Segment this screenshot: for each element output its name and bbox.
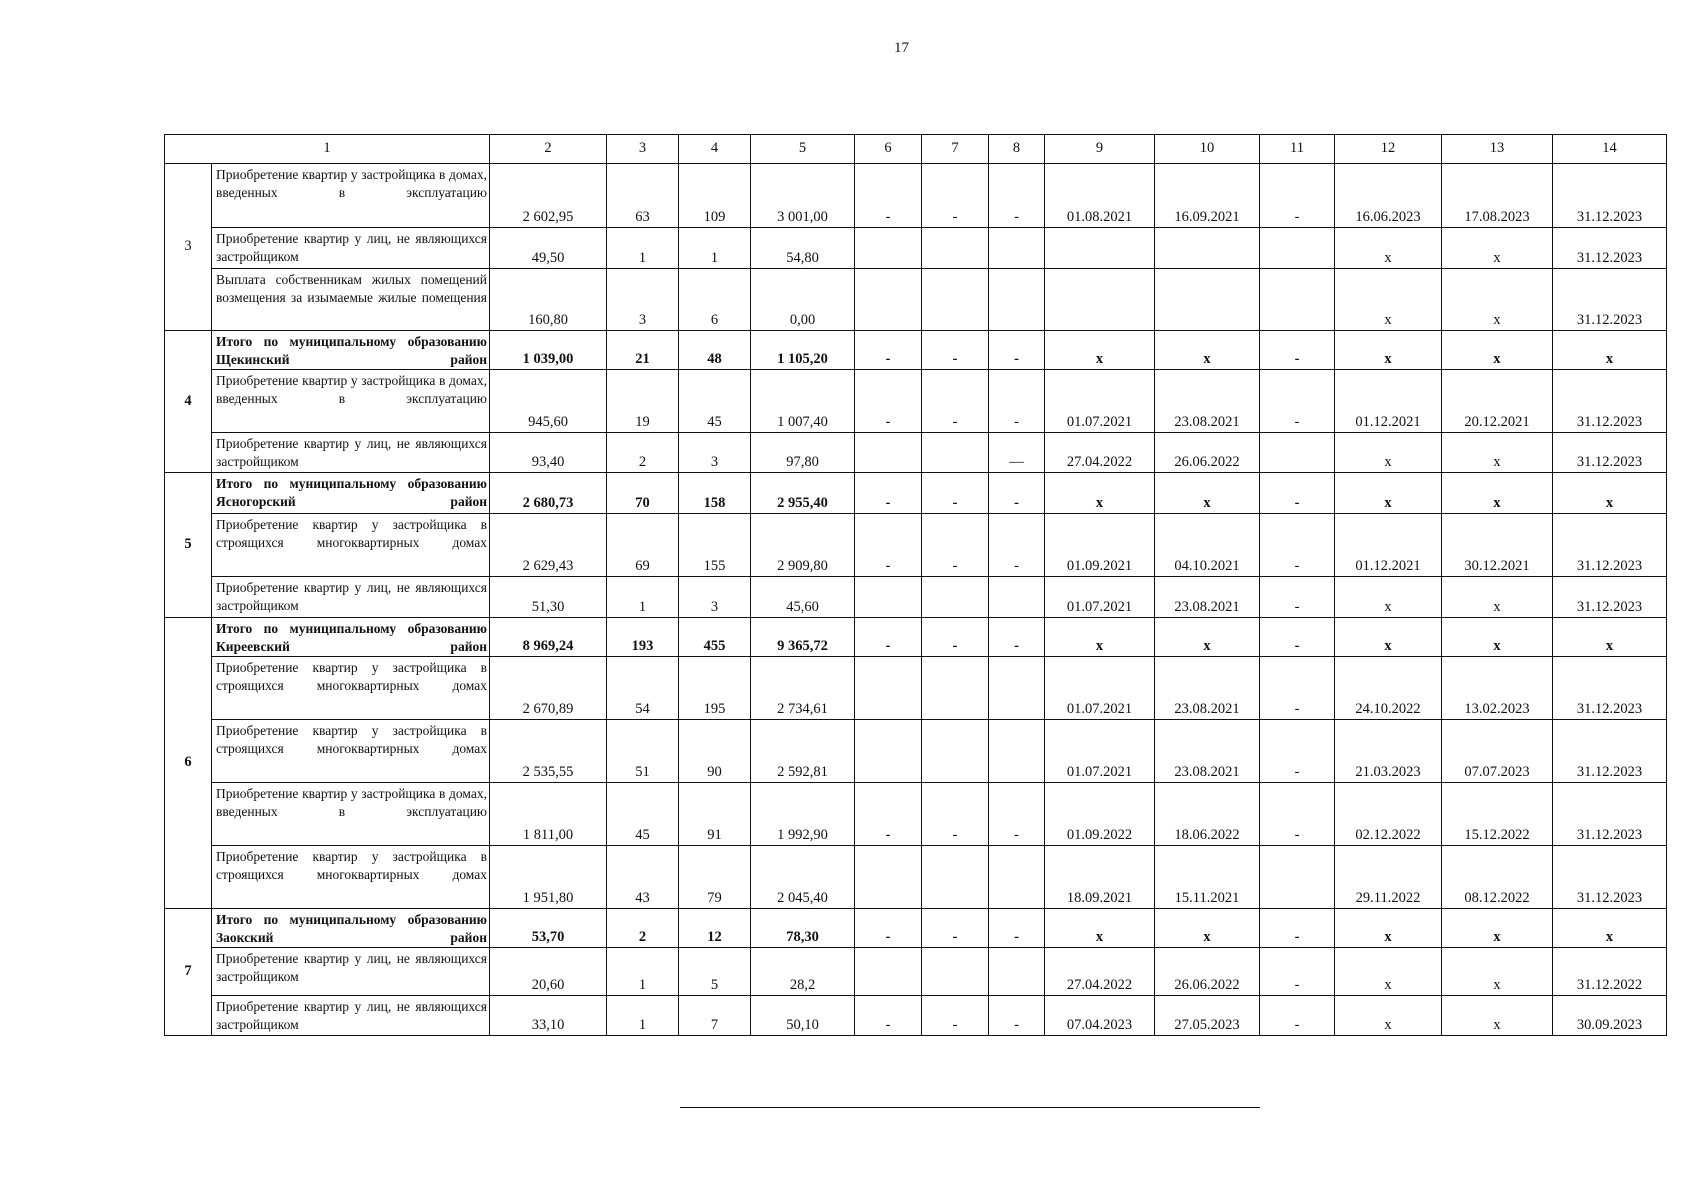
footer-divider: [680, 1107, 1260, 1108]
cell-col-8: -: [989, 164, 1045, 228]
cell-col-9: 07.04.2023: [1045, 996, 1155, 1036]
cell-col-7: -: [922, 331, 989, 370]
row-description: Приобретение квартир у застройщика в строящихся многоквартирных домах: [212, 846, 490, 909]
cell-col-9: 01.07.2021: [1045, 370, 1155, 433]
cell-col-5: 54,80: [751, 228, 855, 269]
cell-col-6: [855, 846, 922, 909]
cell-col-4: 91: [679, 783, 751, 846]
header-row: [165, 135, 1667, 164]
cell-col-8: [989, 948, 1045, 996]
cell-col-14: x: [1553, 909, 1667, 948]
cell-col-9: 18.09.2021: [1045, 846, 1155, 909]
cell-col-3: 2: [607, 909, 679, 948]
cell-col-2: 2 629,43: [490, 514, 607, 577]
data-table: [164, 134, 1667, 1036]
cell-col-4: 1: [679, 228, 751, 269]
cell-col-14: x: [1553, 618, 1667, 657]
cell-col-6: [855, 269, 922, 331]
cell-col-11: -: [1260, 514, 1335, 577]
cell-col-3: 69: [607, 514, 679, 577]
cell-col-8: [989, 846, 1045, 909]
cell-col-11: -: [1260, 331, 1335, 370]
cell-col-12: 24.10.2022: [1335, 657, 1442, 720]
cell-col-12: 01.12.2021: [1335, 514, 1442, 577]
header-cell-6: 6: [855, 135, 922, 164]
table-row: [165, 370, 1667, 433]
cell-col-7: -: [922, 473, 989, 514]
cell-col-10: [1155, 228, 1260, 269]
cell-col-4: 90: [679, 720, 751, 783]
cell-col-4: 48: [679, 331, 751, 370]
cell-col-8: -: [989, 370, 1045, 433]
cell-col-12: x: [1335, 618, 1442, 657]
cell-col-5: 97,80: [751, 433, 855, 473]
cell-col-10: 26.06.2022: [1155, 948, 1260, 996]
cell-col-12: 16.06.2023: [1335, 164, 1442, 228]
row-description: Приобретение квартир у лиц, не являющихся застройщиком: [212, 948, 490, 996]
cell-col-11: -: [1260, 948, 1335, 996]
cell-col-6: -: [855, 783, 922, 846]
header-cell-10: 10: [1155, 135, 1260, 164]
cell-col-11: -: [1260, 657, 1335, 720]
cell-col-13: x: [1442, 618, 1553, 657]
cell-col-14: 31.12.2023: [1553, 846, 1667, 909]
cell-col-4: 5: [679, 948, 751, 996]
header-cell-1: 1: [165, 135, 490, 164]
cell-col-6: -: [855, 370, 922, 433]
table-row: [165, 996, 1667, 1036]
cell-col-4: 45: [679, 370, 751, 433]
cell-col-9: x: [1045, 618, 1155, 657]
row-description: Итого по муниципальному образованию Щекинский район: [212, 331, 490, 370]
cell-col-11: -: [1260, 783, 1335, 846]
cell-col-4: 195: [679, 657, 751, 720]
cell-col-13: 08.12.2022: [1442, 846, 1553, 909]
cell-col-7: [922, 269, 989, 331]
header-cell-2: 2: [490, 135, 607, 164]
cell-col-11: -: [1260, 720, 1335, 783]
row-description: Приобретение квартир у застройщика в строящихся многоквартирных домах: [212, 720, 490, 783]
cell-col-10: 23.08.2021: [1155, 577, 1260, 618]
header-cell-3: 3: [607, 135, 679, 164]
row-description: Приобретение квартир у лиц, не являющихся застройщиком: [212, 996, 490, 1036]
cell-col-3: 193: [607, 618, 679, 657]
cell-col-10: [1155, 269, 1260, 331]
cell-col-4: 3: [679, 577, 751, 618]
cell-col-10: x: [1155, 909, 1260, 948]
cell-col-5: 1 105,20: [751, 331, 855, 370]
cell-col-9: x: [1045, 473, 1155, 514]
header-cell-13: 13: [1442, 135, 1553, 164]
row-description: Выплата собственникам жилых помещений возмещения за изымаемые жилые помещения: [212, 269, 490, 331]
cell-col-11: -: [1260, 909, 1335, 948]
cell-col-9: x: [1045, 331, 1155, 370]
cell-col-11: -: [1260, 164, 1335, 228]
cell-col-4: 7: [679, 996, 751, 1036]
cell-col-5: 78,30: [751, 909, 855, 948]
cell-col-2: 8 969,24: [490, 618, 607, 657]
cell-col-3: 3: [607, 269, 679, 331]
cell-col-12: x: [1335, 269, 1442, 331]
cell-col-7: -: [922, 514, 989, 577]
cell-col-7: -: [922, 783, 989, 846]
cell-col-9: [1045, 228, 1155, 269]
cell-col-7: [922, 657, 989, 720]
cell-col-10: 15.11.2021: [1155, 846, 1260, 909]
row-description: Итого по муниципальному образованию Киреевский район: [212, 618, 490, 657]
cell-col-13: x: [1442, 269, 1553, 331]
header-cell-12: 12: [1335, 135, 1442, 164]
row-description: Приобретение квартир у застройщика в домах, введенных в эксплуатацию: [212, 370, 490, 433]
cell-col-12: 29.11.2022: [1335, 846, 1442, 909]
cell-col-12: x: [1335, 909, 1442, 948]
header-cell-4: 4: [679, 135, 751, 164]
cell-col-4: 3: [679, 433, 751, 473]
cell-col-10: 23.08.2021: [1155, 720, 1260, 783]
cell-col-7: -: [922, 909, 989, 948]
cell-col-5: 50,10: [751, 996, 855, 1036]
table-row: [165, 783, 1667, 846]
cell-col-4: 455: [679, 618, 751, 657]
cell-col-12: x: [1335, 577, 1442, 618]
cell-col-6: -: [855, 618, 922, 657]
cell-col-7: -: [922, 618, 989, 657]
cell-col-13: x: [1442, 909, 1553, 948]
cell-col-6: [855, 948, 922, 996]
cell-col-11: -: [1260, 577, 1335, 618]
cell-col-2: 1 811,00: [490, 783, 607, 846]
group-number: 7: [165, 909, 212, 1036]
cell-col-14: 31.12.2023: [1553, 228, 1667, 269]
cell-col-13: x: [1442, 331, 1553, 370]
cell-col-11: -: [1260, 996, 1335, 1036]
cell-col-7: -: [922, 164, 989, 228]
cell-col-13: x: [1442, 948, 1553, 996]
cell-col-2: 51,30: [490, 577, 607, 618]
cell-col-11: [1260, 269, 1335, 331]
cell-col-13: 20.12.2021: [1442, 370, 1553, 433]
cell-col-13: 17.08.2023: [1442, 164, 1553, 228]
cell-col-12: x: [1335, 473, 1442, 514]
cell-col-2: 2 602,95: [490, 164, 607, 228]
cell-col-5: 9 365,72: [751, 618, 855, 657]
cell-col-7: -: [922, 370, 989, 433]
cell-col-6: -: [855, 331, 922, 370]
cell-col-14: 31.12.2023: [1553, 269, 1667, 331]
cell-col-5: 28,2: [751, 948, 855, 996]
row-description: Приобретение квартир у лиц, не являющихся застройщиком: [212, 433, 490, 473]
cell-col-11: -: [1260, 473, 1335, 514]
cell-col-2: 93,40: [490, 433, 607, 473]
cell-col-6: -: [855, 473, 922, 514]
cell-col-14: 30.09.2023: [1553, 996, 1667, 1036]
cell-col-10: 18.06.2022: [1155, 783, 1260, 846]
cell-col-11: [1260, 846, 1335, 909]
cell-col-5: 1 992,90: [751, 783, 855, 846]
cell-col-14: 31.12.2023: [1553, 370, 1667, 433]
cell-col-13: 07.07.2023: [1442, 720, 1553, 783]
header-cell-11: 11: [1260, 135, 1335, 164]
cell-col-8: -: [989, 618, 1045, 657]
table-row: [165, 657, 1667, 720]
row-description: Приобретение квартир у застройщика в домах, введенных в эксплуатацию: [212, 783, 490, 846]
cell-col-7: [922, 577, 989, 618]
row-description: Приобретение квартир у застройщика в домах, введенных в эксплуатацию: [212, 164, 490, 228]
cell-col-2: 945,60: [490, 370, 607, 433]
cell-col-3: 21: [607, 331, 679, 370]
cell-col-5: 2 045,40: [751, 846, 855, 909]
cell-col-10: x: [1155, 473, 1260, 514]
cell-col-14: x: [1553, 331, 1667, 370]
cell-col-3: 19: [607, 370, 679, 433]
cell-col-7: -: [922, 996, 989, 1036]
header-cell-5: 5: [751, 135, 855, 164]
cell-col-2: 1 039,00: [490, 331, 607, 370]
cell-col-2: 2 535,55: [490, 720, 607, 783]
cell-col-8: -: [989, 514, 1045, 577]
cell-col-5: 2 592,81: [751, 720, 855, 783]
cell-col-3: 1: [607, 948, 679, 996]
cell-col-8: -: [989, 331, 1045, 370]
cell-col-5: 2 955,40: [751, 473, 855, 514]
cell-col-10: x: [1155, 618, 1260, 657]
row-description: Приобретение квартир у лиц, не являющихся застройщиком: [212, 577, 490, 618]
total-row: [165, 909, 1667, 948]
cell-col-9: 27.04.2022: [1045, 433, 1155, 473]
cell-col-11: -: [1260, 618, 1335, 657]
cell-col-14: 31.12.2023: [1553, 577, 1667, 618]
cell-col-2: 53,70: [490, 909, 607, 948]
cell-col-10: 23.08.2021: [1155, 657, 1260, 720]
cell-col-6: -: [855, 164, 922, 228]
cell-col-9: 01.09.2022: [1045, 783, 1155, 846]
cell-col-2: 20,60: [490, 948, 607, 996]
cell-col-9: 01.07.2021: [1045, 720, 1155, 783]
cell-col-14: 31.12.2023: [1553, 164, 1667, 228]
cell-col-4: 155: [679, 514, 751, 577]
cell-col-2: 160,80: [490, 269, 607, 331]
cell-col-2: 33,10: [490, 996, 607, 1036]
cell-col-9: x: [1045, 909, 1155, 948]
row-description: Итого по муниципальному образованию Заокский район: [212, 909, 490, 948]
cell-col-2: 2 680,73: [490, 473, 607, 514]
cell-col-14: x: [1553, 473, 1667, 514]
row-description: Итого по муниципальному образованию Ясногорский район: [212, 473, 490, 514]
cell-col-8: -: [989, 473, 1045, 514]
cell-col-7: [922, 228, 989, 269]
cell-col-11: [1260, 228, 1335, 269]
cell-col-12: x: [1335, 228, 1442, 269]
cell-col-4: 12: [679, 909, 751, 948]
header-cell-8: 8: [989, 135, 1045, 164]
cell-col-7: [922, 720, 989, 783]
cell-col-10: 04.10.2021: [1155, 514, 1260, 577]
cell-col-3: 43: [607, 846, 679, 909]
cell-col-8: -: [989, 783, 1045, 846]
cell-col-14: 31.12.2023: [1553, 514, 1667, 577]
cell-col-5: 45,60: [751, 577, 855, 618]
cell-col-12: 02.12.2022: [1335, 783, 1442, 846]
cell-col-3: 1: [607, 996, 679, 1036]
cell-col-8: [989, 720, 1045, 783]
cell-col-6: [855, 657, 922, 720]
cell-col-10: 23.08.2021: [1155, 370, 1260, 433]
cell-col-2: 1 951,80: [490, 846, 607, 909]
header-cell-9: 9: [1045, 135, 1155, 164]
cell-col-7: [922, 433, 989, 473]
cell-col-5: 2 909,80: [751, 514, 855, 577]
cell-col-6: -: [855, 909, 922, 948]
cell-col-9: [1045, 269, 1155, 331]
cell-col-13: 15.12.2022: [1442, 783, 1553, 846]
header-cell-14: 14: [1553, 135, 1667, 164]
row-description: Приобретение квартир у лиц, не являющихся застройщиком: [212, 228, 490, 269]
cell-col-8: [989, 657, 1045, 720]
cell-col-8: [989, 228, 1045, 269]
cell-col-14: 31.12.2023: [1553, 657, 1667, 720]
cell-col-3: 2: [607, 433, 679, 473]
cell-col-11: [1260, 433, 1335, 473]
row-description: Приобретение квартир у застройщика в строящихся многоквартирных домах: [212, 514, 490, 577]
cell-col-12: x: [1335, 996, 1442, 1036]
group-number: 6: [165, 618, 212, 909]
cell-col-5: 1 007,40: [751, 370, 855, 433]
cell-col-14: 31.12.2023: [1553, 720, 1667, 783]
table-row: [165, 720, 1667, 783]
table-row: [165, 514, 1667, 577]
cell-col-7: [922, 948, 989, 996]
cell-col-13: x: [1442, 473, 1553, 514]
row-description: Приобретение квартир у застройщика в строящихся многоквартирных домах: [212, 657, 490, 720]
page-number: 17: [894, 40, 909, 56]
cell-col-3: 45: [607, 783, 679, 846]
group-number: 4: [165, 331, 212, 473]
cell-col-8: [989, 577, 1045, 618]
group-number: 5: [165, 473, 212, 618]
cell-col-4: 109: [679, 164, 751, 228]
cell-col-2: 2 670,89: [490, 657, 607, 720]
cell-col-14: 31.12.2023: [1553, 783, 1667, 846]
cell-col-11: -: [1260, 370, 1335, 433]
cell-col-9: 01.08.2021: [1045, 164, 1155, 228]
header-cell-7: 7: [922, 135, 989, 164]
table-row: [165, 269, 1667, 331]
cell-col-13: x: [1442, 577, 1553, 618]
cell-col-9: 01.07.2021: [1045, 657, 1155, 720]
cell-col-12: 21.03.2023: [1335, 720, 1442, 783]
group-number: 3: [165, 164, 212, 331]
table-row: [165, 948, 1667, 996]
cell-col-8: [989, 269, 1045, 331]
cell-col-3: 51: [607, 720, 679, 783]
cell-col-13: x: [1442, 433, 1553, 473]
cell-col-6: [855, 720, 922, 783]
cell-col-13: x: [1442, 996, 1553, 1036]
cell-col-6: [855, 577, 922, 618]
cell-col-2: 49,50: [490, 228, 607, 269]
cell-col-3: 70: [607, 473, 679, 514]
total-row: [165, 331, 1667, 370]
total-row: [165, 618, 1667, 657]
cell-col-4: 158: [679, 473, 751, 514]
cell-col-8: —: [989, 433, 1045, 473]
cell-col-9: 01.07.2021: [1045, 577, 1155, 618]
cell-col-10: 16.09.2021: [1155, 164, 1260, 228]
cell-col-4: 79: [679, 846, 751, 909]
cell-col-12: x: [1335, 433, 1442, 473]
cell-col-13: x: [1442, 228, 1553, 269]
cell-col-12: 01.12.2021: [1335, 370, 1442, 433]
table-row: [165, 228, 1667, 269]
cell-col-4: 6: [679, 269, 751, 331]
cell-col-6: -: [855, 996, 922, 1036]
total-row: [165, 473, 1667, 514]
cell-col-3: 63: [607, 164, 679, 228]
cell-col-6: -: [855, 514, 922, 577]
cell-col-13: 13.02.2023: [1442, 657, 1553, 720]
table-row: [165, 164, 1667, 228]
cell-col-5: 0,00: [751, 269, 855, 331]
table-row: [165, 577, 1667, 618]
cell-col-9: 27.04.2022: [1045, 948, 1155, 996]
cell-col-10: x: [1155, 331, 1260, 370]
cell-col-12: x: [1335, 331, 1442, 370]
cell-col-8: -: [989, 996, 1045, 1036]
cell-col-5: 3 001,00: [751, 164, 855, 228]
table-row: [165, 846, 1667, 909]
cell-col-3: 1: [607, 228, 679, 269]
cell-col-13: 30.12.2021: [1442, 514, 1553, 577]
cell-col-3: 54: [607, 657, 679, 720]
cell-col-14: 31.12.2022: [1553, 948, 1667, 996]
cell-col-8: -: [989, 909, 1045, 948]
cell-col-9: 01.09.2021: [1045, 514, 1155, 577]
cell-col-7: [922, 846, 989, 909]
cell-col-6: [855, 433, 922, 473]
table-body: [165, 135, 1667, 1036]
cell-col-10: 26.06.2022: [1155, 433, 1260, 473]
cell-col-3: 1: [607, 577, 679, 618]
cell-col-10: 27.05.2023: [1155, 996, 1260, 1036]
table-row: [165, 433, 1667, 473]
cell-col-6: [855, 228, 922, 269]
cell-col-14: 31.12.2023: [1553, 433, 1667, 473]
cell-col-5: 2 734,61: [751, 657, 855, 720]
cell-col-12: x: [1335, 948, 1442, 996]
